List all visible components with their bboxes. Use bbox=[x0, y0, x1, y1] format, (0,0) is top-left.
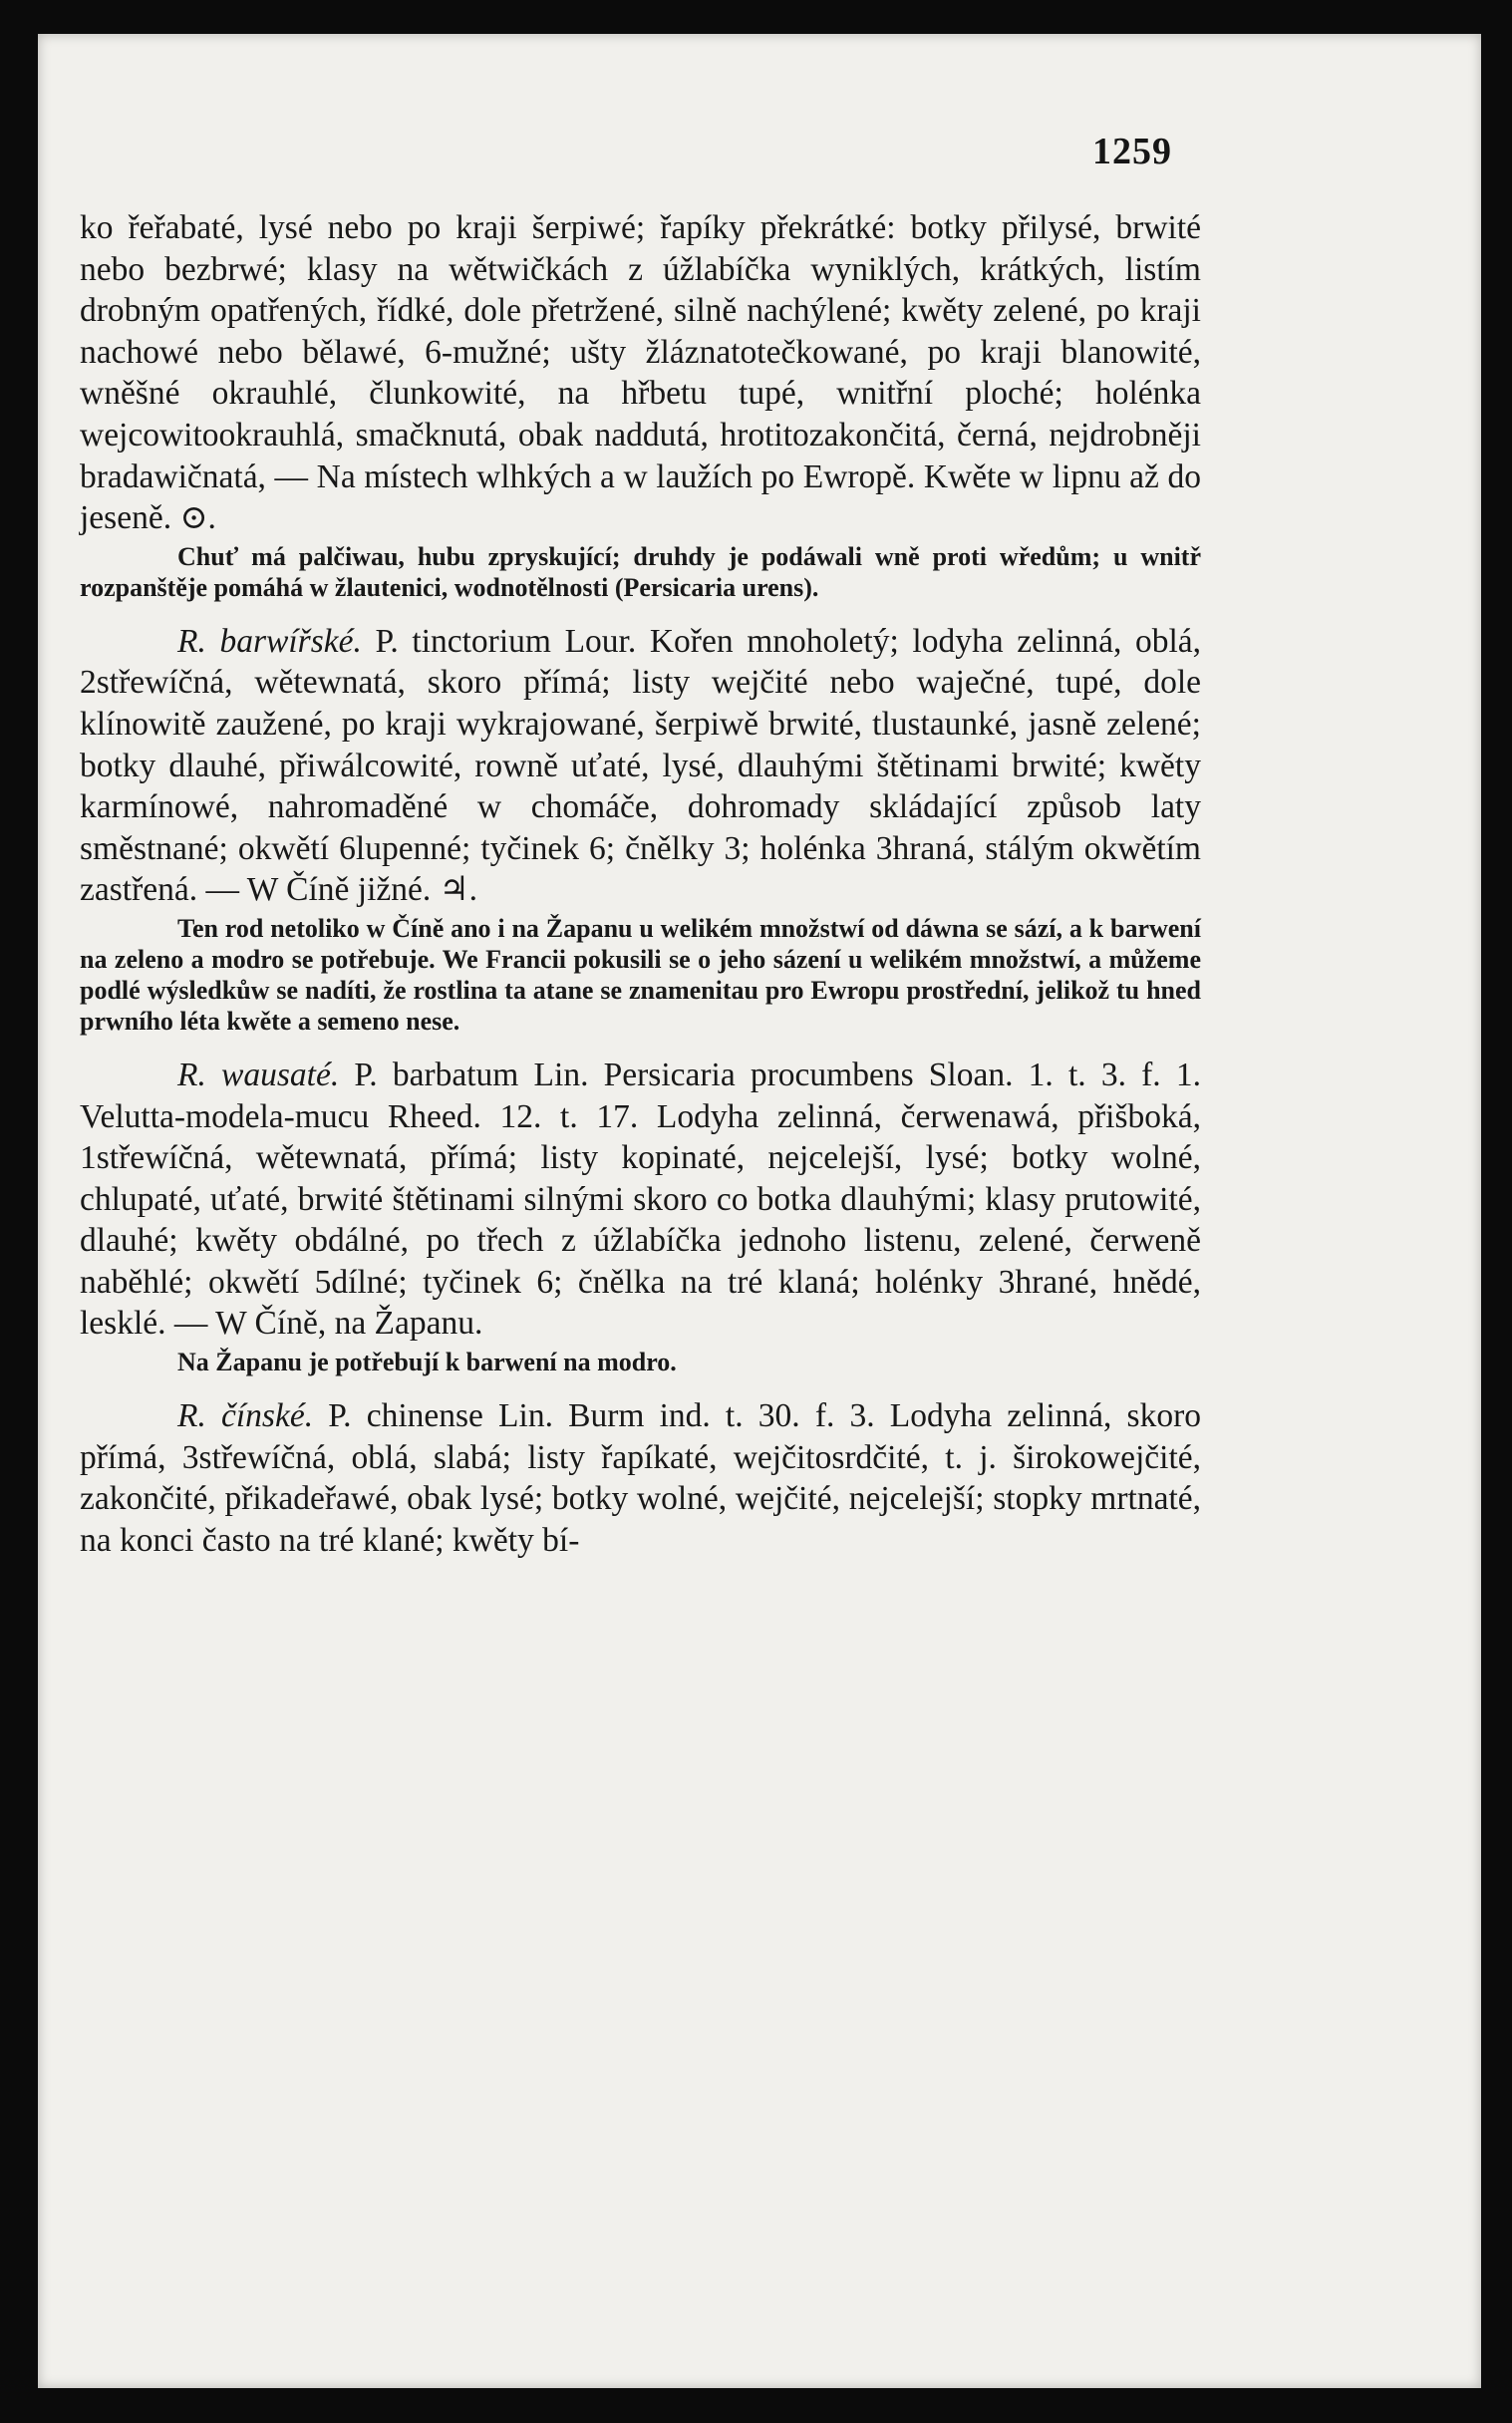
entry-body: P. barbatum Lin. Persicaria procumbens Sloan. 1. t. 3. f. 1. Velutta-modela-mucu Rheed. 12. t. 17. Lodyha zelinná, čerwenawá, přišboká, 1střewíčná, wětewnatá, přímá; listy kopinaté, nejcelejší, lysé; botky wolné, chlupaté, uťaté, brwité štětinami silnými skoro co botka dlauhými; klasy prutowité, dlauhé; kwěty obdálné, po třech z úžlabíčka jednoho listenu, zelené, čerweně naběhlé; okwětí 5dílné; tyčinek 6; čnělka na tré klaná; holénky 3hrané, hnědé, lesklé. — W Číně, na Žapanu. bbox=[80, 1056, 1201, 1343]
book-page bbox=[38, 34, 1481, 2388]
entry-body: P. tinctorium Lour. Kořen mnoholetý; lodyha zelinná, oblá, 2střewíčná, wětewnatá, skoro přímá; listy wejčité nebo waječné, tupé, dole klínowitě zaužené, po kraji wykrajowané, šerpiwě brwité, tlustaunké, jasně zelené; botky dlauhé, přiwálcowité, rowně uťaté, lysé, dlauhými štětinami brwité; kwěty karmínowé, nahromaděné w chomáče, dohromady skládající způsob laty směstnané; okwětí 6lupenné; tyčinek 6; čnělky 3; holénka 3hraná, stálým okwětím zastřená. — W Číně jižné. ♃. bbox=[80, 622, 1201, 909]
footnote-usage-1: Chuť má palčiwau, hubu zpryskující; druhdy je podáwali wně proti wředům; u wnitř rozpanštěje pomáhá w žlautenici, wodnotělnosti (Persicaria urens). bbox=[80, 541, 1201, 602]
entry-wausate bbox=[80, 1055, 1201, 1345]
entry-barwirske bbox=[80, 621, 1201, 911]
entry-name: R. wausaté. bbox=[177, 1056, 340, 1093]
text-column bbox=[80, 207, 1201, 1561]
footnote-usage-3: Na Žapanu je potřebují k barwení na modro. bbox=[177, 1348, 677, 1377]
entry-continuation-paragraph: ko řeřabaté, lysé nebo po kraji šerpiwé; řapíky překrátké: botky přilysé, brwité nebo bezbrwé; klasy na wětwičkách z úžlabíčka wyniklých, krátkých, listím drobným opatřených, řídké, dole přetržené, silně nachýlené; kwěty zelené, po kraji nachowé nebo bělawé, 6-mužné; ušty žláznatotečkowané, po kraji blanowité, wněšné okrauhlé, člunkowité, na hřbetu tupé, wnitřní ploché; holénka wejcowitookrauhlá, smačknutá, obak naddutá, hrotitozakončitá, černá, nejdrobněji bradawičnatá, — Na místech wlhkých a w laužích po Ewropě. Kwěte w lipnu až do jeseně. ⊙. bbox=[80, 209, 1201, 537]
entry-name: R. čínské. bbox=[177, 1397, 314, 1435]
page-number: 1259 bbox=[1092, 131, 1172, 172]
entry-name: R. barwířské. bbox=[177, 622, 362, 660]
entry-cinske bbox=[80, 1395, 1201, 1561]
entry-body: P. chinense Lin. Burm ind. t. 30. f. 3. Lodyha zelinná, skoro přímá, 3střewíčná, oblá, slabá; listy řapíkaté, wejčitosrdčité, t. j. širokowejčité, zakončité, přikadeřawé, obak lysé; botky wolné, wejčité, nejcelejší; stopky mrtnaté, na konci často na tré klané; kwěty bí- bbox=[80, 1397, 1201, 1559]
footnote-usage-2: Ten rod netoliko w Číně ano i na Žapanu u welikém množstwí od dáwna se sází, a k barwení na zeleno a modro se potřebuje. We Francii pokusili se o jeho sázení u welikém množstwí, a můžeme podlé wýsledkůw se nadíti, že rostlina ta atane se znamenitau pro Ewropu prostřední, jelikož tu hned prwního léta kwěte a semeno nese. bbox=[80, 913, 1201, 1036]
